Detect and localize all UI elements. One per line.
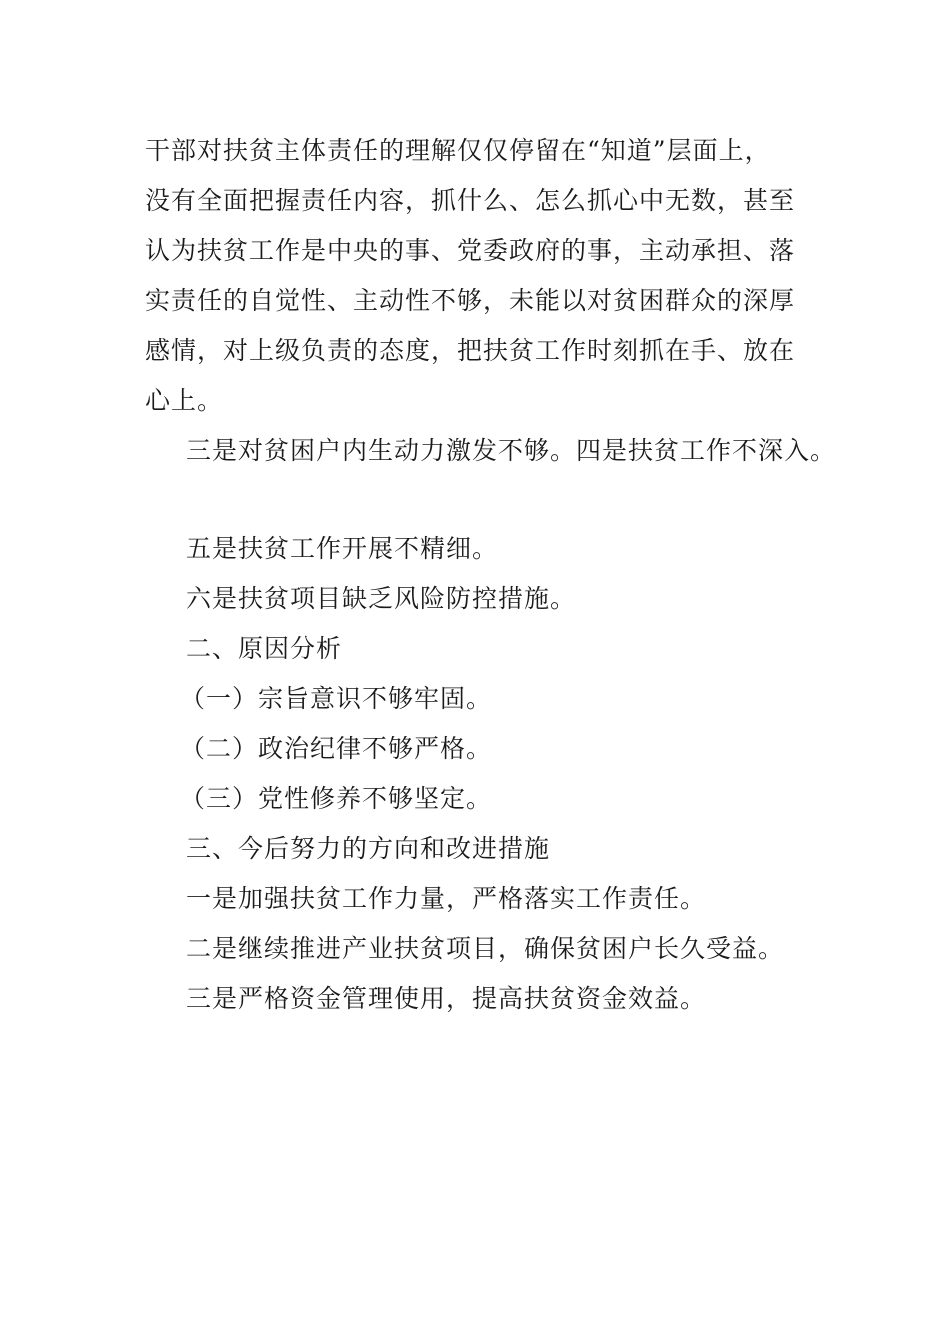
measure-item: 一是加强扶贫工作力量，严格落实工作责任。 [186, 884, 707, 913]
section-heading: 二、原因分析 [186, 634, 343, 663]
problem-item: 三是对贫困户内生动力激发不够。四是扶贫工作不深入。 [186, 436, 837, 465]
paragraph-line: 感情，对上级负责的态度，把扶贫工作时刻抓在手、放在 [145, 336, 796, 365]
reason-item: （三）党性修养不够坚定。 [180, 784, 493, 813]
reason-item: （一）宗旨意识不够牢固。 [180, 684, 493, 713]
problem-item: 五是扶贫工作开展不精细。 [186, 534, 499, 563]
measure-item: 三是严格资金管理使用，提高扶贫资金效益。 [186, 984, 707, 1013]
paragraph-line: 实责任的自觉性、主动性不够，未能以对贫困群众的深厚 [145, 286, 796, 315]
paragraph-line: 认为扶贫工作是中央的事、党委政府的事，主动承担、落 [145, 236, 796, 265]
paragraph-line: 心上。 [145, 386, 224, 415]
paragraph-line: 干部对扶贫主体责任的理解仅仅停留在“知道”层面上， [145, 136, 771, 165]
reason-item: （二）政治纪律不够严格。 [180, 734, 493, 763]
paragraph-line: 没有全面把握责任内容，抓什么、怎么抓心中无数，甚至 [145, 186, 796, 215]
section-heading: 三、今后努力的方向和改进措施 [186, 834, 551, 863]
measure-item: 二是继续推进产业扶贫项目，确保贫困户长久受益。 [186, 934, 785, 963]
problem-item: 六是扶贫项目缺乏风险防控措施。 [186, 584, 577, 613]
